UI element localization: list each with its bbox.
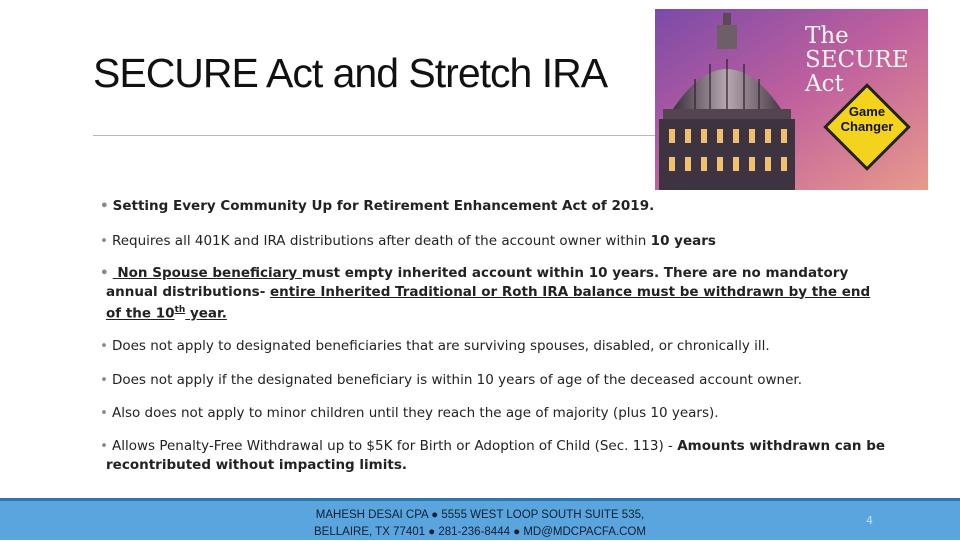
logo-line-the: The	[805, 23, 849, 49]
bullet-item: • Allows Penalty-Free Withdrawal up to $5K for Birth or Adoption of Child (Sec. 113) - Amounts withdrawn can be recontributed without impacting limits.	[100, 438, 886, 473]
bullet-item: • Non Spouse beneficiary must empty inherited account within 10 years. There are no mandatory annual distributions- entire Inherited Traditional or Roth IRA balance must be withdrawn by the end of the 10th year.	[100, 265, 871, 322]
badge-line-game: Game	[848, 104, 886, 119]
bullet-icon: •	[100, 405, 108, 421]
logo-line-secure: SECURE	[805, 47, 909, 73]
bullet-item: • Does not apply if the designated beneficiary is within 10 years of age of the deceased account owner.	[100, 372, 803, 388]
footer-contact-line: BELLAIRE, TX 77401 ● 281-236-8444 ● MD@MDCPACFA.COM	[314, 526, 646, 538]
bullet-item: • Does not apply to designated beneficiaries that are surviving spouses, disabled, or chronically ill.	[100, 338, 770, 354]
title-divider	[93, 135, 663, 136]
bullet-item: • Also does not apply to minor children until they reach the age of majority (plus 10 years).	[100, 405, 719, 421]
bullet-icon: •	[100, 265, 109, 281]
bullet-icon: •	[100, 338, 108, 354]
bullet-icon: •	[100, 198, 109, 214]
bullet-icon: •	[100, 438, 108, 454]
footer-contact	[290, 507, 670, 541]
bullet-icon: •	[100, 372, 108, 388]
badge-line-changer: Changer	[840, 119, 894, 134]
page-number: 4	[866, 514, 873, 527]
footer-address-line: MAHESH DESAI CPA ● 5555 WEST LOOP SOUTH SUITE 535,	[315, 509, 645, 521]
logo-line-act: Act	[805, 71, 844, 97]
bullet-icon: •	[100, 233, 108, 249]
secure-act-logo-text	[805, 24, 909, 96]
game-changer-badge	[836, 104, 898, 134]
bullet-item: • Requires all 401K and IRA distributions after death of the account owner within 10 years	[100, 233, 716, 249]
bullet-item: • Setting Every Community Up for Retirement Enhancement Act of 2019.	[100, 198, 655, 214]
slide-title: SECURE Act and Stretch IRA	[93, 50, 608, 96]
